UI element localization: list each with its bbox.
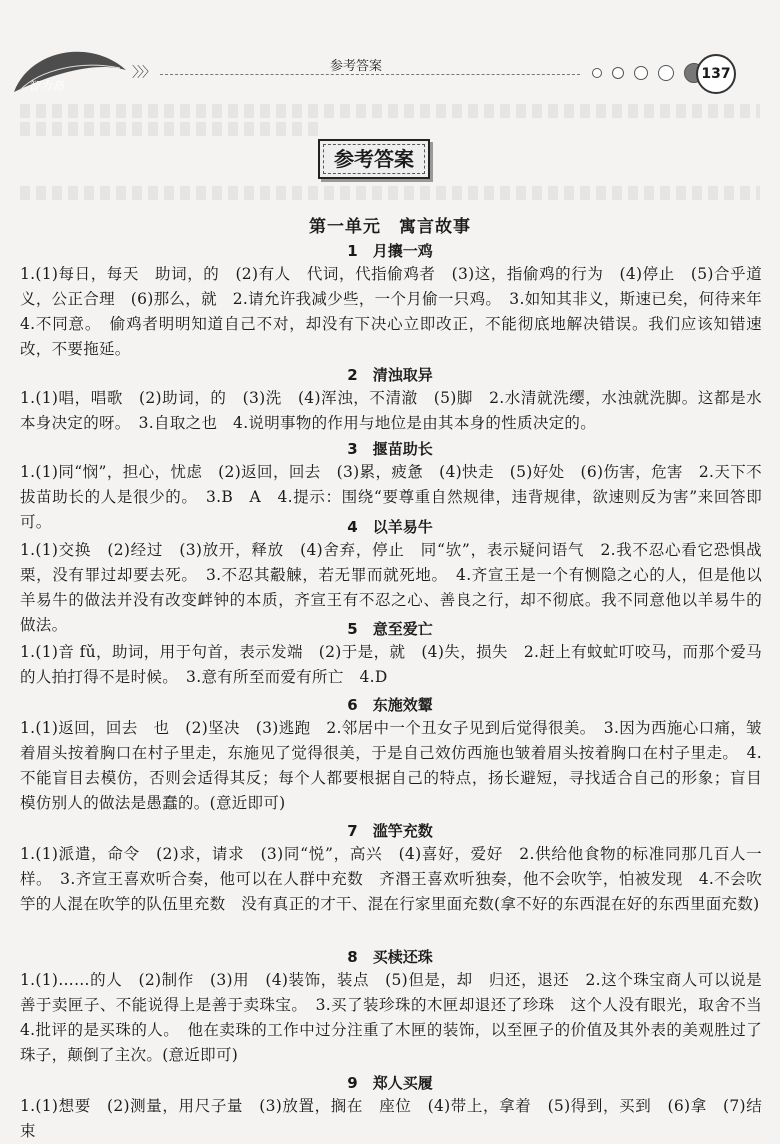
section-answer: 1.(1)派遣，命令 (2)求，请求 (3)同“悦”，高兴 (4)喜好，爱好 2.供给他食物的标准同那几百人一样。 3.齐宣王喜欢听合奏，他可以在人群中充数 齐湣王喜欢听独奏，他不会吹竽，怕被发现 4.不会吹竽的人混在吹竽的队伍里充数 没有真正的才干、混在行家里面充数(拿不好的东西混在好的东西里面充数) — [20, 845, 762, 913]
section-title: 2 清浊取异 — [347, 366, 433, 384]
section-answer: 1.(1)交换 (2)经过 (3)放开，释放 (4)舍弃，停止 同“欤”，表示疑问语气 2.我不忍心看它恐惧战栗，没有罪过却要去死。 3.不忍其觳觫，若无罪而就死地。 4.齐宣王是一个有恻隐之心的人，但是他以羊易牛的做法并没有改变衅钟的本质，齐宣王有不忍之心、善良之行，却不彻底。我不同意他以羊易牛的做法。 — [20, 541, 762, 634]
section-answer: 1.(1)唱，唱歌 (2)助词，的 (3)洗 (4)浑浊，不清澈 (5)脚 2.水清就洗缨，水浊就洗脚。这都是水本身决定的呀。 3.自取之也 4.说明事物的作用与地位是由其本身的性质决定的。 — [20, 389, 762, 432]
bleed-through-text — [20, 186, 760, 200]
section-answer: 1.(1)音 fǔ，助词，用于句首，表示发端 (2)于是，就 (4)失，损失 2.赶上有蚊虻叮咬马，而那个爱马的人拍打得不是时候。 3.意有所至而爱有所亡 4.D — [20, 643, 762, 686]
section-answer: 1.(1)返回，回去 也 (2)坚决 (3)逃跑 2.邻居中一个丑女子见到后觉得很美。 3.因为西施心口痛，皱着眉头按着胸口在村子里走，东施见了觉得很美，于是自己效仿西施也皱着眉头按着胸口在村子里走。 4.不能盲目去模仿，否则会适得其反；每个人都要根据自己的特点，扬长避短，寻找适合自己的形象；盲目模仿别人的做法是愚蠢的。(意近即可) — [20, 719, 762, 812]
section-title: 1 月攘一鸡 — [347, 242, 433, 260]
dot-icon — [658, 65, 674, 81]
leaf-logo-icon — [10, 40, 130, 100]
section-title: 7 滥竽充数 — [347, 822, 433, 840]
bleed-through-text — [20, 104, 760, 118]
section-title: 3 揠苗助长 — [347, 440, 433, 458]
dot-icon — [612, 67, 624, 79]
section-answer: 1.(1)每日，每天 助词，的 (2)有人 代词，代指偷鸡者 (3)这，指偷鸡的行为 (4)停止 (5)合乎道义，公正合理 (6)那么，就 2.请允许我减少些，一个月偷一只鸡。 3.如知其非义，斯速已矣，何待来年 4.不同意。 偷鸡者明明知道自己不对，却没有下决心立即改正，不能彻底地解决错误。我们应该知错速改，不要拖延。 — [20, 265, 778, 358]
header-divider — [160, 74, 580, 75]
section-title: 9 郑人买履 — [347, 1074, 433, 1092]
section-title: 6 东施效颦 — [347, 696, 433, 714]
decorative-dots — [592, 62, 709, 83]
section-answer: 1.(1)……的人 (2)制作 (3)用 (4)装饰，装点 (5)但是，却 归还，退还 2.这个珠宝商人可以说是善于卖匣子、不能说得上是善于卖珠宝。 3.买了装珍珠的木匣却退还了珍珠 这个人没有眼光，取舍不当 4.批评的是买珠的人。 他在卖珠的工作中过分注重了木匣的装饰，以至匣子的价值及其外表的美观胜过了珠子，颠倒了主次。(意近即可) — [20, 971, 778, 1064]
header-title: 参考答案 — [330, 59, 383, 74]
section-answer: 1.(1)想要 (2)测量，用尺子量 (3)放置，搁在 座位 (4)带上，拿着 (5)得到，买到 (6)拿 (7)结束 — [20, 1097, 762, 1140]
section-title: 5 意至爱亡 — [347, 620, 433, 638]
bleed-through-text — [20, 122, 320, 136]
section-title: 8 买椟还珠 — [347, 948, 433, 966]
dot-icon — [634, 66, 648, 80]
unit-title: 第一单元 寓言故事 — [309, 217, 471, 237]
answer-key-badge: 参考答案 — [318, 139, 430, 179]
page-header — [0, 0, 780, 100]
logo-text: 智力岛 — [28, 79, 65, 93]
chevrons-icon: 〉〉〉 — [132, 65, 154, 81]
dot-icon — [592, 68, 602, 78]
section-title: 4 以羊易牛 — [347, 518, 433, 536]
section-answer: 1.(1)同“悯”，担心，忧虑 (2)返回，回去 (3)累，疲惫 (4)快走 (5)好处 (6)伤害，危害 2.天下不拔苗助长的人是很少的。 3.B A 4.提示：围绕“要尊重自然规律，违背规律，欲速则反为害”来回答即可。 — [20, 463, 762, 531]
page-number: 137 — [696, 54, 736, 94]
